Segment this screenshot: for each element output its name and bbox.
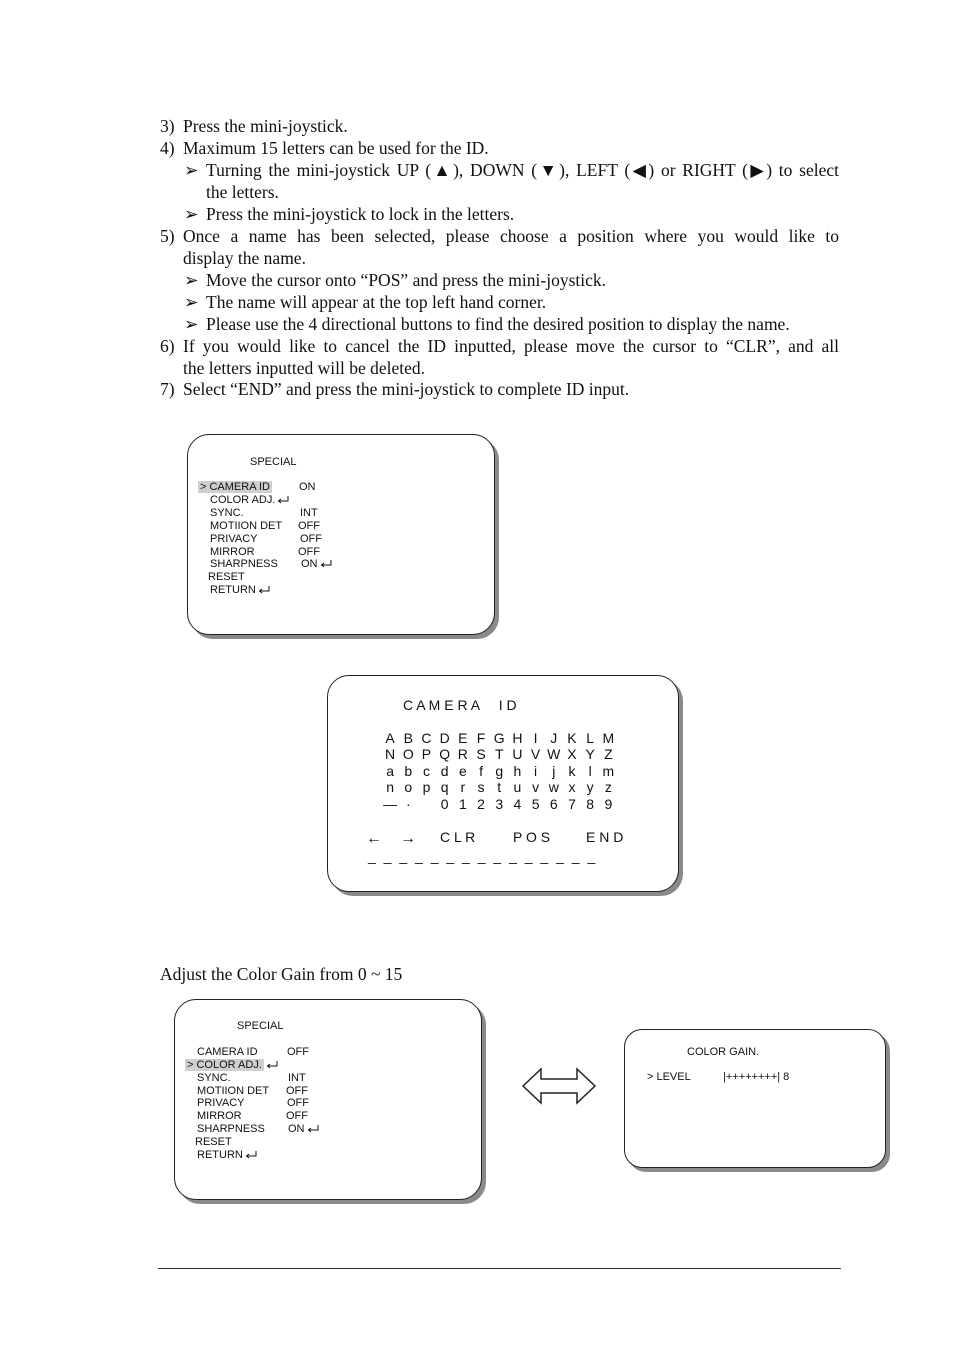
step-number: 7) [160,379,175,399]
enter-icon [266,1061,278,1070]
char-key[interactable]: f [479,763,483,779]
menu-item-label: COLOR ADJ. [210,494,276,506]
menu-value: OFF [298,520,320,532]
char-key[interactable]: G [493,730,505,746]
step-4a-line2: the letters. [206,182,279,202]
enter-icon [277,496,289,505]
char-key[interactable]: O [402,746,414,762]
step-7-text: Select “END” and press the mini-joystick to complete ID input. [183,379,630,399]
char-key[interactable]: 0 [440,796,449,812]
char-key[interactable]: 2 [477,796,485,812]
step-6-line1: If you would like to cancel the ID inputted, please move the cursor to “CLR”, and all [183,336,839,356]
step-4-text: Maximum 15 letters can be used for the ID. [183,138,489,158]
camera-id-screen [327,675,679,892]
menu-item-sharpness[interactable]: SHARPNESS [210,558,278,570]
char-key[interactable]: A [385,730,395,746]
level-bar[interactable]: |++++++++| 8 [723,1071,790,1083]
step-5c-text: Please use the 4 directional buttons to find the desired position to display the name. [206,314,790,334]
char-key[interactable]: · [405,796,411,812]
char-key[interactable]: P [421,746,432,762]
char-key[interactable]: p [422,779,431,795]
character-row-2 [381,746,617,762]
camera-id-title: C A M E R A I D [403,697,517,713]
char-key[interactable]: n [386,779,394,795]
step-5-line1: Once a name has been selected, please choose a position where you would like to [183,226,839,246]
char-key[interactable]: I [533,730,538,746]
char-key[interactable]: v [532,779,540,795]
char-key[interactable]: 9 [604,796,613,812]
char-key[interactable]: o [404,779,413,795]
char-key[interactable]: 7 [568,796,576,812]
char-key[interactable]: T [494,746,504,762]
pos-button[interactable]: P O S [513,829,551,845]
menu-title: SPECIAL [237,1020,284,1032]
menu-value: OFF [287,1097,309,1109]
enter-icon [307,1125,319,1134]
menu-item-label: RETURN [210,584,256,596]
special-menu-screen-2 [174,999,482,1200]
char-key[interactable]: y [586,779,594,795]
step-5b-text: The name will appear at the top left hand corner. [206,292,547,312]
bullet-icon: ➢ [184,292,199,312]
id-input-slots: _ _ _ _ _ _ _ _ _ _ _ _ _ _ _ [368,848,598,864]
menu-item-motion-det[interactable]: MOTIION DET [210,520,283,532]
menu-item-return[interactable] [210,584,270,596]
char-key[interactable]: t [497,779,502,795]
character-row-5 [381,796,617,812]
menu-title: SPECIAL [250,456,297,468]
char-key[interactable]: X [567,746,577,762]
menu-item-mirror[interactable]: MIRROR [210,546,255,558]
menu-value: ON [301,558,318,570]
menu-item-color-adj[interactable] [185,1059,278,1071]
menu-item-sync[interactable]: SYNC. [210,507,244,519]
char-key[interactable]: 4 [513,796,522,812]
char-key[interactable]: r [460,779,466,795]
char-key[interactable]: e [458,763,467,779]
left-arrow-icon[interactable]: ← [366,830,382,847]
char-key[interactable]: a [386,763,394,779]
menu-value: OFF [298,546,320,558]
menu-item-sharpness[interactable]: SHARPNESS [197,1123,265,1135]
step-4b-text: Press the mini-joystick to lock in the letters. [206,204,515,224]
char-key[interactable]: J [550,730,558,746]
end-button[interactable]: E N D [586,829,624,845]
char-key[interactable]: l [588,763,592,779]
menu-value: OFF [286,1110,308,1122]
char-key[interactable]: C [421,730,432,746]
menu-value: ON [288,1123,305,1135]
menu-value: INT [288,1072,306,1084]
step-6-line2: the letters inputted will be deleted. [183,358,426,378]
bullet-icon: ➢ [184,314,199,334]
special-menu-screen-1 [187,434,495,635]
step-3-text: Press the mini-joystick. [183,116,348,136]
char-key[interactable]: K [567,730,577,746]
menu-item-camera-id[interactable]: > CAMERA ID [200,481,270,493]
char-key[interactable]: z [604,779,612,795]
menu-item-motion-det[interactable]: MOTIION DET [197,1085,270,1097]
char-key[interactable]: N [385,746,396,762]
color-gain-title: COLOR GAIN. [687,1046,760,1058]
char-key[interactable]: s [477,779,485,795]
char-key[interactable]: Q [439,746,451,762]
char-key[interactable]: h [513,763,522,779]
step-4a-line1: Turning the mini-joystick UP (▲), DOWN (▼), LEFT (◀) or RIGHT (▶) to select [206,160,839,180]
char-key[interactable]: i [534,763,538,779]
right-arrow-icon[interactable]: → [400,830,416,847]
menu-item-reset[interactable]: RESET [208,571,245,583]
bullet-icon: ➢ [184,270,199,290]
menu-item-color-adj[interactable] [210,494,289,506]
step-5a-text: Move the cursor onto “POS” and press the mini-joystick. [206,270,607,290]
char-key[interactable]: 3 [495,796,504,812]
menu-value: OFF [286,1085,308,1097]
step-number: 5) [160,226,175,246]
color-gain-caption: Adjust the Color Gain from 0 ~ 15 [160,964,403,984]
char-key[interactable]: — [383,796,398,812]
color-gain-screen [624,1029,886,1168]
char-key[interactable]: b [404,763,413,779]
enter-icon [258,586,270,595]
char-key[interactable]: g [495,763,504,779]
char-key[interactable]: m [602,763,615,779]
character-row-3 [381,763,617,779]
menu-value: OFF [287,1046,309,1058]
char-key[interactable]: S [476,746,486,762]
char-key[interactable]: Z [604,746,613,762]
menu-item-mirror[interactable]: MIRROR [197,1110,242,1122]
menu-item-label: RETURN [197,1149,243,1161]
char-key[interactable]: W [547,746,561,762]
step-number: 4) [160,138,175,158]
char-key[interactable]: j [552,763,556,779]
menu-value: ON [299,481,316,493]
char-key[interactable]: u [513,779,522,795]
char-key[interactable]: E [458,730,468,746]
menu-item-privacy[interactable]: PRIVACY [197,1097,245,1109]
char-key[interactable]: R [457,746,468,762]
bullet-icon: ➢ [184,204,199,224]
char-key[interactable]: 1 [458,796,467,812]
enter-icon [320,560,332,569]
character-row-4 [381,779,617,795]
char-key[interactable]: k [568,763,576,779]
char-key[interactable]: V [530,746,541,762]
clr-button[interactable]: C L R [440,829,476,845]
char-key[interactable]: D [439,730,450,746]
menu-value: OFF [300,533,322,545]
char-key[interactable]: H [512,730,523,746]
level-label[interactable]: > LEVEL [647,1071,691,1083]
char-key[interactable]: U [512,746,523,762]
char-key[interactable]: F [476,730,486,746]
menu-item-label: > COLOR ADJ. [187,1059,262,1071]
char-key[interactable]: 6 [549,796,558,812]
char-key[interactable]: Y [585,746,595,762]
menu-value-sharpness [288,1123,319,1135]
character-row-1 [381,730,617,746]
step-number: 3) [160,116,175,136]
char-key[interactable]: L [586,730,595,746]
bullet-icon: ➢ [184,160,199,180]
double-arrow-icon [521,1066,597,1106]
step-5-line2: display the name. [183,248,306,268]
menu-item-camera-id[interactable]: CAMERA ID [197,1046,258,1058]
footer-divider [158,1268,841,1269]
menu-item-return[interactable] [197,1149,257,1161]
char-key[interactable]: w [548,779,559,795]
char-key[interactable]: x [568,779,576,795]
step-number: 6) [160,336,175,356]
menu-value-sharpness [301,558,332,570]
enter-icon [245,1151,257,1160]
char-key[interactable]: B [403,730,413,746]
char-key[interactable]: 5 [531,796,540,812]
char-key[interactable]: M [602,730,615,746]
char-key[interactable]: 8 [586,796,595,812]
char-key[interactable]: q [440,779,449,795]
char-key[interactable]: d [440,763,449,779]
menu-item-privacy[interactable]: PRIVACY [210,533,258,545]
char-key[interactable]: c [422,763,430,779]
menu-item-sync[interactable]: SYNC. [197,1072,231,1084]
menu-value: INT [300,507,318,519]
menu-item-reset[interactable]: RESET [195,1136,232,1148]
